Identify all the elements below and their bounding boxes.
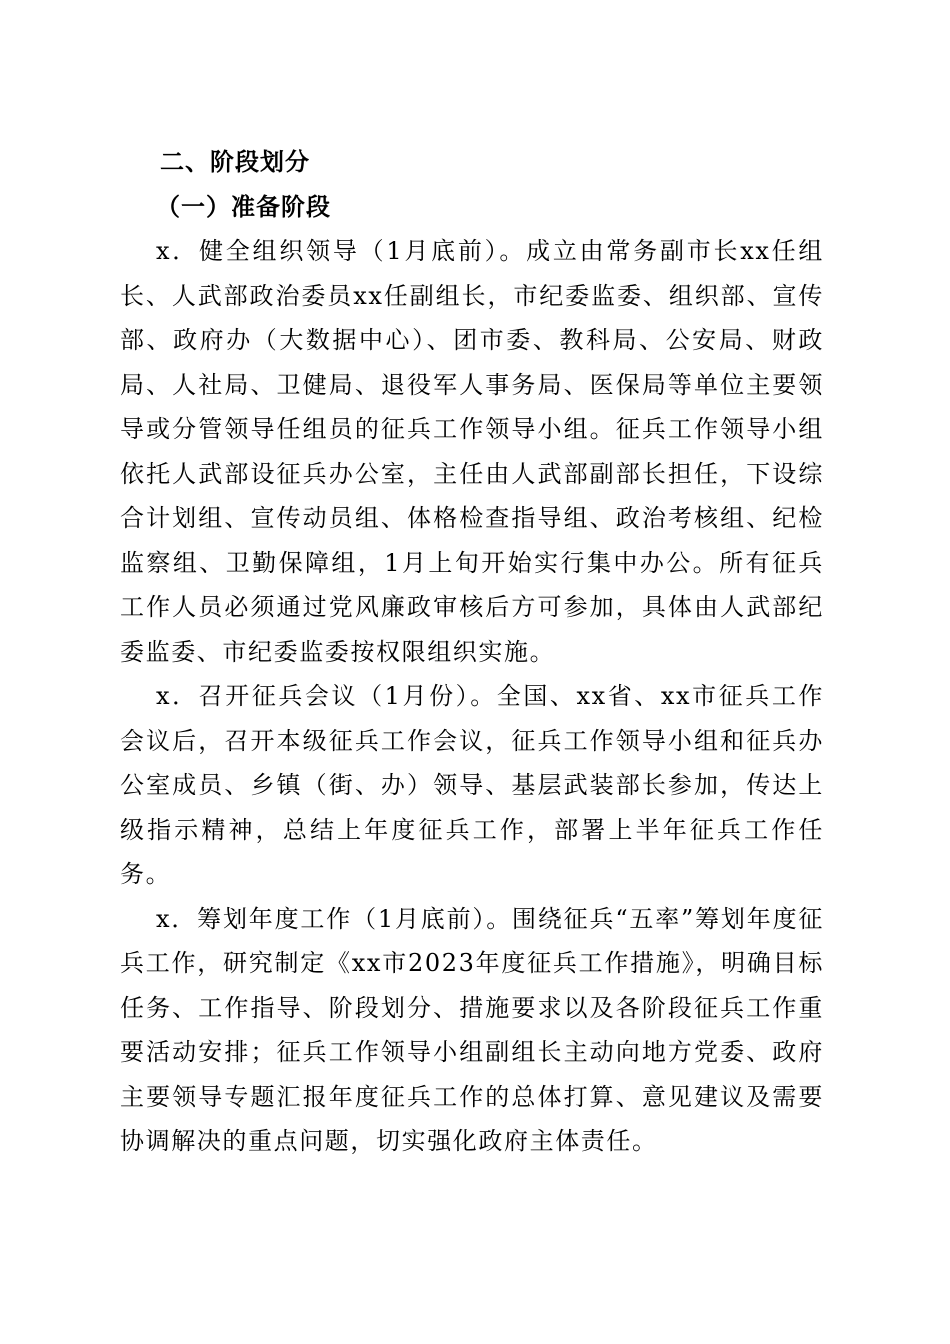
paragraph-recruitment-meeting: x．召开征兵会议（1月份）。全国、xx省、xx市征兵工作会议后，召开本级征兵工作会议，征兵工作领导小组和征兵办公室成员、乡镇（街、办）领导、基层武装部长参加，传达上级指示精神，总结上年度征兵工作，部署上半年征兵工作任务。 — [120, 682, 824, 888]
section-heading: 二、阶段划分 — [160, 148, 310, 176]
document-body — [120, 140, 824, 1164]
paragraph-organization-leadership: x．健全组织领导（1月底前）。成立由常务副市长xx任组长、人武部政治委员xx任副组长，市纪委监委、组织部、宣传部、政府办（大数据中心）、团市委、教科局、公安局、财政局、人社局、卫健局、退役军人事务局、医保局等单位主要领导或分管领导任组员的征兵工作领导小组。征兵工作领导小组依托人武部设征兵办公室，主任由人武部副部长担任，下设综合计划组、宣传动员组、体格检查指导组、政治考核组、纪检监察组、卫勤保障组，1月上旬开始实行集中办公。所有征兵工作人员必须通过党风廉政审核后方可参加，具体由人武部纪委监委、市纪委监委按权限组织实施。 — [120, 237, 824, 666]
subsection-heading: （一）准备阶段 — [156, 191, 331, 221]
paragraph-annual-planning: x．筹划年度工作（1月底前）。围绕征兵“五率”筹划年度征兵工作，研究制定《xx市2023年度征兵工作措施》，明确目标任务、工作指导、阶段划分、措施要求以及各阶段征兵工作重要活动安排；征兵工作领导小组副组长主动向地方党委、政府主要领导专题汇报年度征兵工作的总体打算、意见建议及需要协调解决的重点问题，切实强化政府主体责任。 — [120, 904, 824, 1155]
